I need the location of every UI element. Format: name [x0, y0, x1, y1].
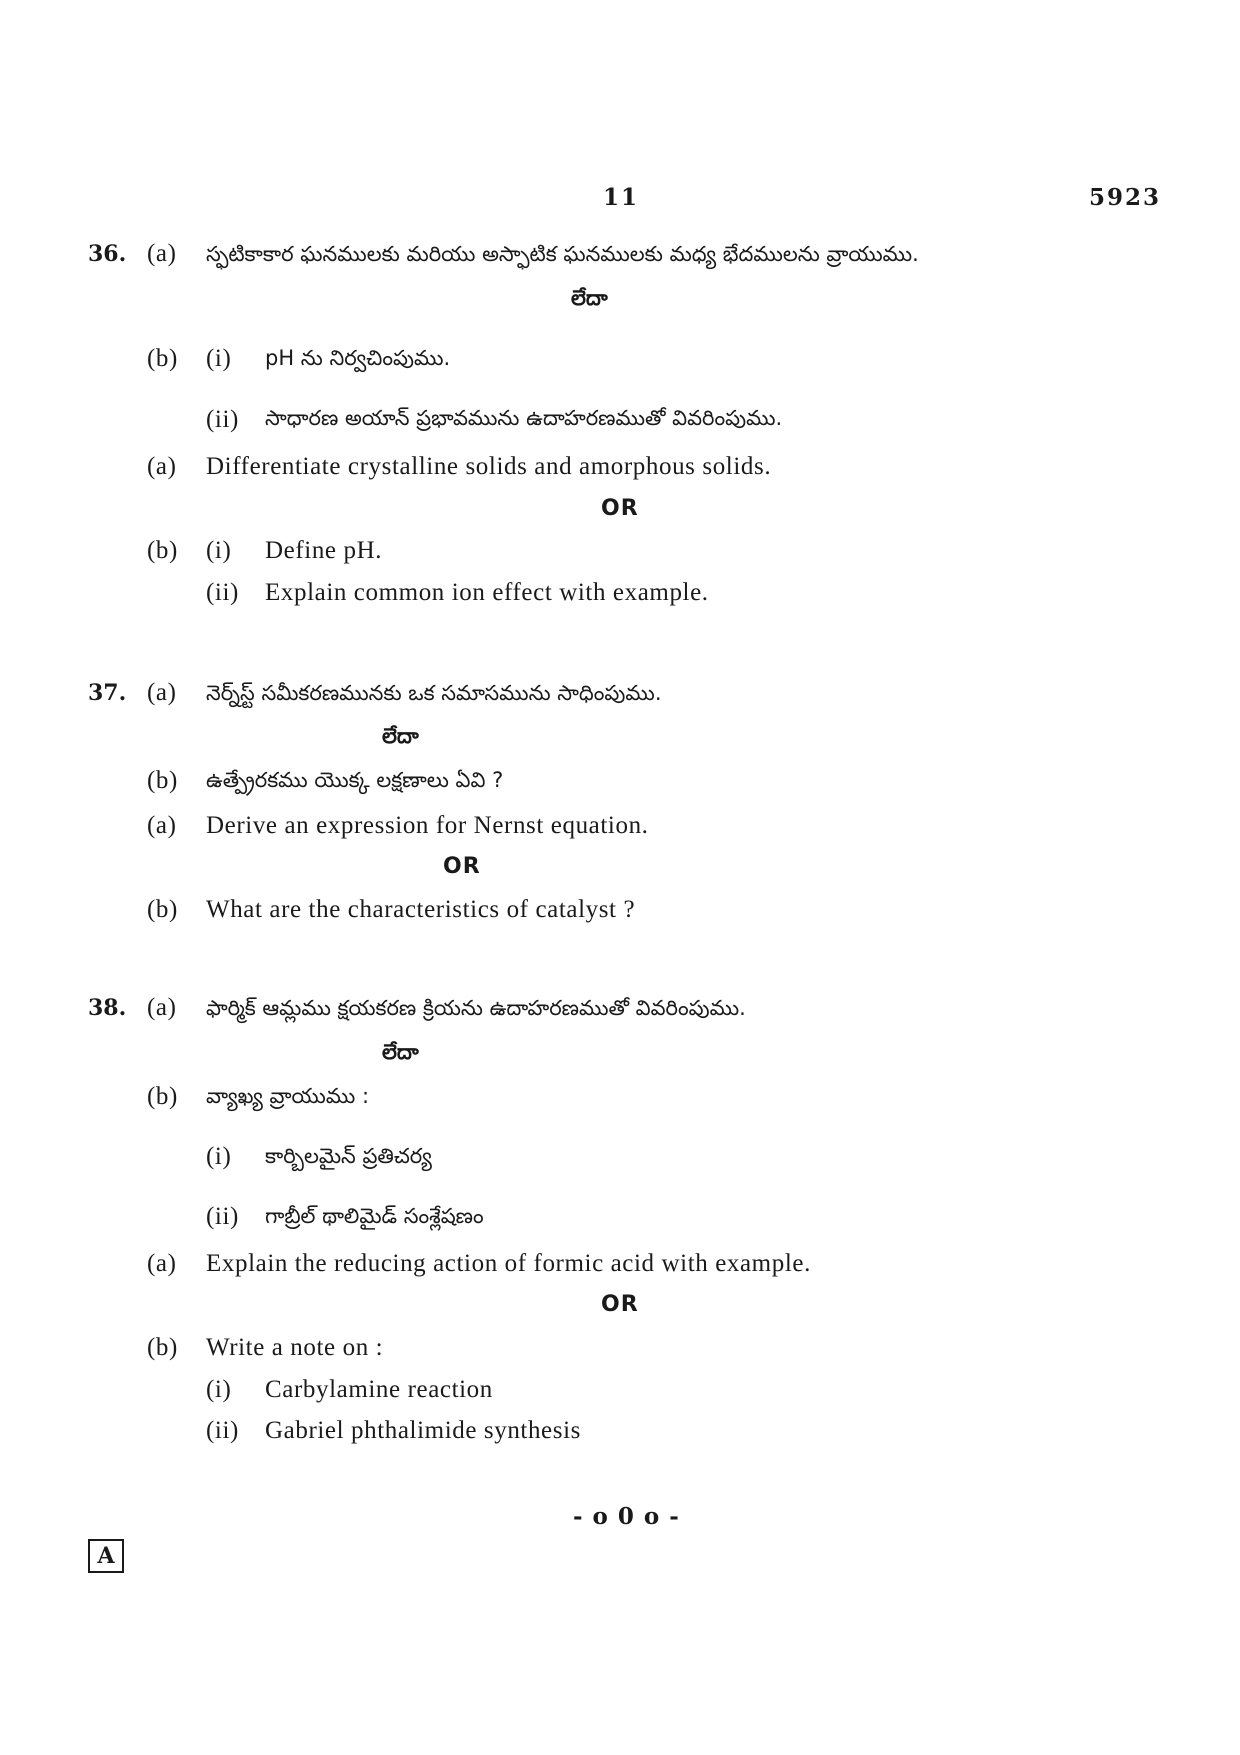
q38-en-a-text: Explain the reducing action of formic acid with example. [206, 1250, 811, 1277]
q37-en-a-text: Derive an expression for Nernst equation. [206, 812, 649, 839]
question-number-36: 36. [88, 241, 127, 267]
q37-te-b-label: (b) [147, 767, 178, 794]
q38-te-b-i-label: (i) [206, 1143, 232, 1170]
q38-te-b-ii-text: గాబ్రీల్ థాలిమైడ్ సంశ్లేషణం [265, 1204, 484, 1228]
q36-te-b-i-label: (i) [206, 345, 232, 372]
paper-code: 5923 [1089, 184, 1162, 211]
q38-te-b-ii-label: (ii) [206, 1203, 239, 1230]
q37-en-or: OR [443, 854, 481, 879]
q36-en-b-label: (b) [147, 537, 178, 564]
q36-te-b-ii-text: సాధారణ అయాన్ ప్రభావమును ఉదాహరణముతో వివరింపుము. [265, 406, 783, 430]
q38-en-or: OR [601, 1292, 639, 1317]
q37-en-b-label: (b) [147, 896, 178, 923]
q36-en-a-label: (a) [147, 453, 177, 480]
question-number-38: 38. [88, 995, 127, 1021]
q37-te-b-text: ఉత్ప్రేరకము యొక్క లక్షణాలు ఏవి ? [206, 768, 504, 792]
q36-te-b-ii-label: (ii) [206, 406, 239, 433]
q37-te-a-text: నెర్న్‌స్ట్ సమీకరణమునకు ఒక సమాసమును సాధింపుము. [206, 681, 662, 705]
q38-en-b-text: Write a note on : [206, 1334, 384, 1361]
page-number: 11 [603, 184, 640, 211]
q38-te-b-i-text: కార్బిలమైన్ ప్రతిచర్య [265, 1144, 432, 1168]
q37-te-or: లేదా [382, 724, 419, 748]
q38-en-b-i-text: Carbylamine reaction [265, 1376, 493, 1403]
q38-te-a-text: ఫార్మిక్ ఆమ్లము క్షయకరణ క్రియను ఉదాహరణముతో వివరింపుము. [206, 996, 746, 1020]
q36-en-b-i-text: Define pH. [265, 537, 383, 564]
q38-en-b-ii-label: (ii) [206, 1417, 239, 1444]
q36-te-b-i-text: pH ను నిర్వచింపుము. [265, 346, 451, 370]
q38-te-b-text: వ్యాఖ్య వ్రాయుము : [206, 1084, 370, 1108]
q38-te-b-label: (b) [147, 1083, 178, 1110]
q36-te-a-label: (a) [147, 240, 177, 267]
end-of-paper-mark: - o 0 o - [573, 1503, 680, 1530]
q36-en-a-text: Differentiate crystalline solids and amorphous solids. [206, 453, 772, 480]
q36-te-or: లేదా [571, 286, 608, 310]
q37-en-a-label: (a) [147, 812, 177, 839]
set-letter: A [97, 1543, 115, 1569]
q36-te-b-label: (b) [147, 345, 178, 372]
q38-te-or: లేదా [382, 1040, 419, 1064]
q38-en-b-label: (b) [147, 1334, 178, 1361]
q38-en-b-i-label: (i) [206, 1376, 232, 1403]
question-number-37: 37. [88, 680, 127, 706]
q38-te-a-label: (a) [147, 994, 177, 1021]
q36-en-or: OR [601, 496, 639, 521]
set-letter-box [88, 1539, 124, 1573]
q36-en-b-ii-label: (ii) [206, 579, 239, 606]
q36-en-b-i-label: (i) [206, 537, 232, 564]
q37-te-a-label: (a) [147, 679, 177, 706]
q36-te-a-text: స్ఫటికాకార ఘనములకు మరియు అస్ఫాటిక ఘనములకు మధ్య భేదములను వ్రాయుము. [206, 242, 919, 266]
q37-en-b-text: What are the characteristics of catalyst ? [206, 896, 636, 923]
q36-en-b-ii-text: Explain common ion effect with example. [265, 579, 709, 606]
q38-en-b-ii-text: Gabriel phthalimide synthesis [265, 1417, 581, 1444]
q38-en-a-label: (a) [147, 1250, 177, 1277]
